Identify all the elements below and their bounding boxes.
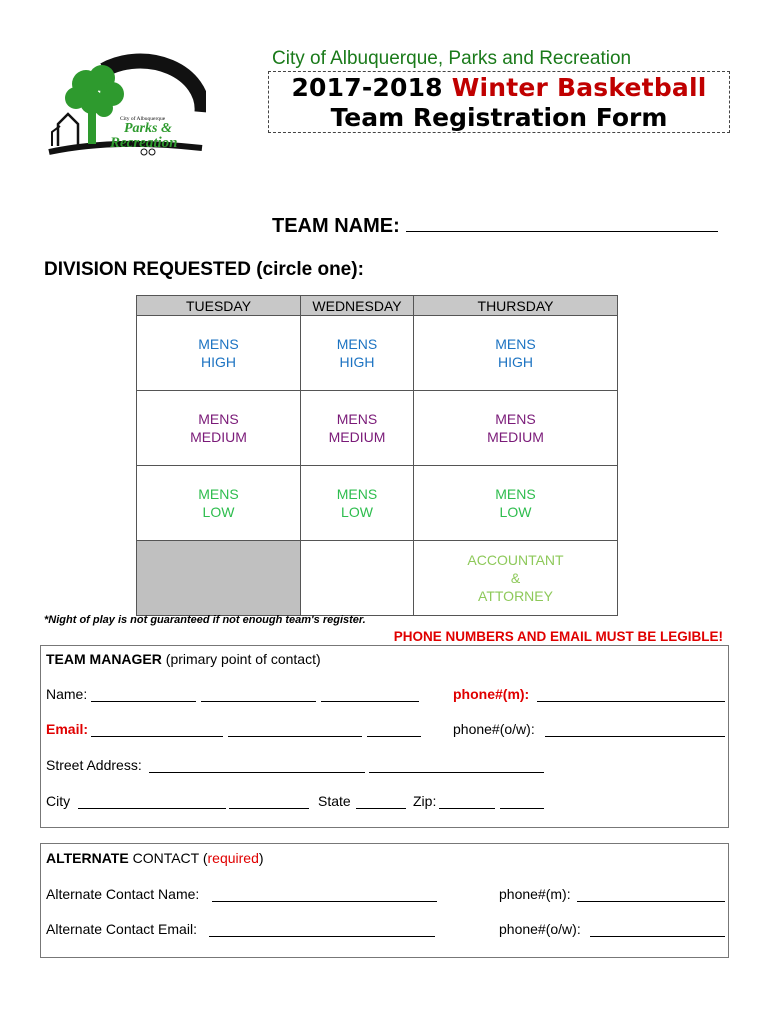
division-option-tue-high[interactable]: MENS HIGH: [137, 316, 301, 391]
name-field-part-3[interactable]: [321, 700, 419, 702]
team-name-label: TEAM NAME:: [272, 215, 400, 237]
city-field-part-1[interactable]: [78, 807, 226, 809]
zip-field-part-2[interactable]: [500, 807, 544, 809]
title-box: [268, 71, 730, 133]
alternate-phone-mobile-field[interactable]: [577, 900, 725, 902]
alternate-email-field[interactable]: [209, 935, 435, 937]
svg-text:Recreation: Recreation: [110, 135, 178, 151]
team-name-field[interactable]: [406, 213, 718, 232]
division-option-wed-high[interactable]: MENS HIGH: [301, 316, 414, 391]
parks-recreation-logo: [44, 52, 206, 160]
title-program: Winter Basketball: [451, 73, 707, 102]
email-label: Email:: [46, 721, 89, 737]
street-address-field-part-2[interactable]: [369, 771, 544, 773]
email-field-part-3[interactable]: [367, 735, 421, 737]
team-manager-heading: TEAM MANAGER (primary point of contact): [46, 651, 321, 667]
title-line-2: Team Registration Form: [330, 103, 668, 132]
phone-mobile-field[interactable]: [537, 700, 725, 702]
team-manager-section: [40, 645, 729, 828]
org-name: City of Albuquerque, Parks and Recreation: [272, 48, 632, 69]
zip-label: Zip:: [413, 793, 437, 809]
zip-field-part-1[interactable]: [439, 807, 495, 809]
division-option-wed-medium[interactable]: MENS MEDIUM: [301, 391, 414, 466]
empty-cell-gray: [137, 541, 301, 616]
alternate-phone-mobile-label: phone#(m):: [499, 886, 571, 902]
empty-cell: [301, 541, 414, 616]
title-year: 2017-2018: [291, 73, 443, 102]
division-option-tue-medium[interactable]: MENS MEDIUM: [137, 391, 301, 466]
alternate-contact-heading: ALTERNATE CONTACT (required): [46, 850, 264, 866]
name-field-part-2[interactable]: [201, 700, 316, 702]
division-table: [136, 295, 618, 616]
column-header-tuesday: TUESDAY: [137, 296, 301, 316]
name-field-part-1[interactable]: [91, 700, 196, 702]
alternate-contact-section: [40, 843, 729, 958]
alternate-phone-office-field[interactable]: [590, 935, 725, 937]
division-option-thu-medium[interactable]: MENS MEDIUM: [414, 391, 618, 466]
division-option-thu-accountant-attorney[interactable]: ACCOUNTANT & ATTORNEY: [414, 541, 618, 616]
city-field-part-2[interactable]: [229, 807, 309, 809]
alternate-email-label: Alternate Contact Email:: [46, 921, 197, 937]
state-field[interactable]: [356, 807, 406, 809]
email-field-part-1[interactable]: [91, 735, 223, 737]
column-header-wednesday: WEDNESDAY: [301, 296, 414, 316]
street-address-label: Street Address:: [46, 757, 142, 773]
state-label: State: [318, 793, 351, 809]
team-name-row: [272, 213, 718, 238]
phone-mobile-label: phone#(m):: [453, 686, 530, 702]
alternate-phone-office-label: phone#(o/w):: [499, 921, 581, 937]
alternate-name-label: Alternate Contact Name:: [46, 886, 200, 902]
email-field-part-2[interactable]: [228, 735, 362, 737]
division-option-thu-high[interactable]: MENS HIGH: [414, 316, 618, 391]
division-option-tue-low[interactable]: MENS LOW: [137, 466, 301, 541]
title-line-1: [269, 73, 729, 102]
phone-office-field[interactable]: [545, 735, 725, 737]
division-label: DIVISION REQUESTED (circle one):: [44, 259, 364, 280]
table-row: [137, 541, 618, 616]
alternate-name-field[interactable]: [212, 900, 437, 902]
table-row: [137, 391, 618, 466]
night-of-play-note: *Night of play is not guaranteed if not enough team's register.: [44, 614, 366, 626]
table-row: [137, 316, 618, 391]
street-address-field-part-1[interactable]: [149, 771, 365, 773]
legible-notice: PHONE NUMBERS AND EMAIL MUST BE LEGIBLE!: [393, 629, 723, 644]
phone-office-label: phone#(o/w):: [453, 721, 535, 737]
svg-text:Parks &: Parks &: [124, 121, 172, 136]
division-option-thu-low[interactable]: MENS LOW: [414, 466, 618, 541]
table-row: [137, 466, 618, 541]
column-header-thursday: THURSDAY: [414, 296, 618, 316]
city-label: City: [46, 793, 71, 809]
division-option-wed-low[interactable]: MENS LOW: [301, 466, 414, 541]
name-label: Name:: [46, 686, 88, 702]
svg-text:City of Albuquerque: City of Albuquerque: [120, 116, 166, 122]
